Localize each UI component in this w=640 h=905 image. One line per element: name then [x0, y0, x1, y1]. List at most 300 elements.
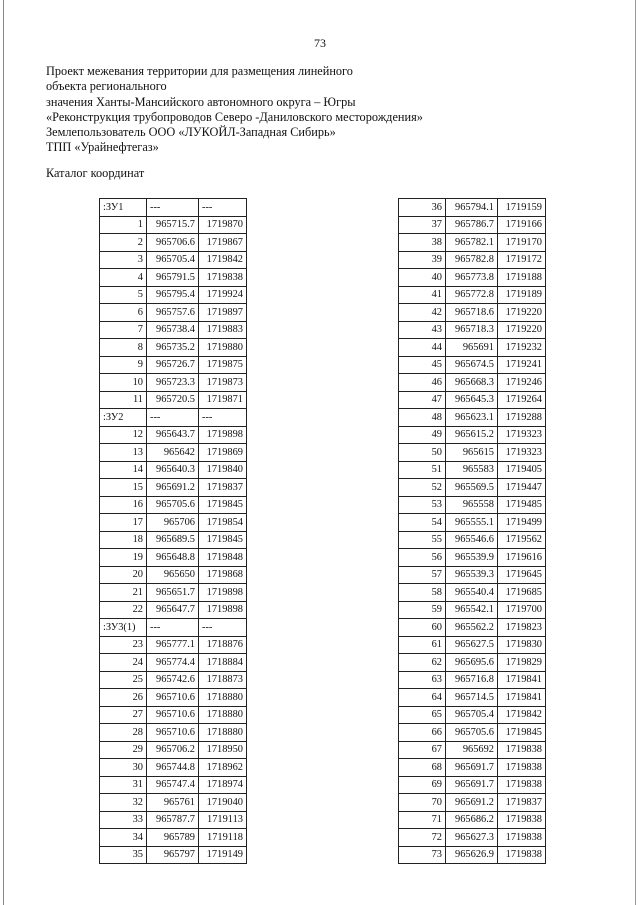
point-number-cell: 66 [399, 724, 446, 742]
x-coordinate-cell: 965691.2 [446, 794, 498, 812]
table-row [100, 216, 247, 234]
x-coordinate-cell: 965689.5 [147, 531, 199, 549]
point-number-cell: 11 [100, 391, 147, 409]
y-coordinate-cell: 1719841 [498, 689, 546, 707]
y-coordinate-cell: 1719159 [498, 199, 546, 217]
table-row [399, 829, 546, 847]
x-coordinate-cell: 965695.6 [446, 654, 498, 672]
x-coordinate-cell: 965706.6 [147, 234, 199, 252]
point-number-cell: 12 [100, 426, 147, 444]
y-coordinate-cell: 1719246 [498, 374, 546, 392]
x-coordinate-cell: 965710.6 [147, 706, 199, 724]
point-number-cell: 44 [399, 339, 446, 357]
table-row [399, 619, 546, 637]
point-number-cell: 47 [399, 391, 446, 409]
point-number-cell: 35 [100, 846, 147, 864]
point-number-cell: 49 [399, 426, 446, 444]
x-coordinate-cell: 965718.3 [446, 321, 498, 339]
point-number-cell: 55 [399, 531, 446, 549]
point-number-cell: 18 [100, 531, 147, 549]
y-coordinate-cell: 1719840 [199, 461, 247, 479]
x-coordinate-cell: 965705.4 [147, 251, 199, 269]
table-row [100, 846, 247, 864]
group-label-cell: :ЗУ3(1) [100, 619, 147, 637]
point-number-cell: 4 [100, 269, 147, 287]
table-row [100, 811, 247, 829]
x-coordinate-cell: 965692 [446, 741, 498, 759]
point-number-cell: 51 [399, 461, 446, 479]
table-row [399, 286, 546, 304]
y-coordinate-cell: 1718876 [199, 636, 247, 654]
point-number-cell: 30 [100, 759, 147, 777]
y-coordinate-cell: 1719875 [199, 356, 247, 374]
x-coordinate-cell: 965747.4 [147, 776, 199, 794]
point-number-cell: 58 [399, 584, 446, 602]
y-coordinate-cell: 1718962 [199, 759, 247, 777]
point-number-cell: 56 [399, 549, 446, 567]
x-coordinate-cell: 965623.1 [446, 409, 498, 427]
y-coordinate-cell: 1719241 [498, 356, 546, 374]
y-coordinate-cell: 1719842 [498, 706, 546, 724]
y-coordinate-cell: 1719829 [498, 654, 546, 672]
point-number-cell: 23 [100, 636, 147, 654]
y-coordinate-cell: 1719838 [498, 741, 546, 759]
y-coordinate-cell: 1718880 [199, 706, 247, 724]
table-row [100, 374, 247, 392]
table-row [100, 304, 247, 322]
x-coordinate-cell: 965674.5 [446, 356, 498, 374]
point-number-cell: 2 [100, 234, 147, 252]
point-number-cell: 27 [100, 706, 147, 724]
y-coordinate-cell: 1719188 [498, 269, 546, 287]
table-row [399, 549, 546, 567]
table-row [399, 496, 546, 514]
point-number-cell: 50 [399, 444, 446, 462]
point-number-cell: 65 [399, 706, 446, 724]
x-coordinate-cell: 965691 [446, 339, 498, 357]
y-coordinate-cell: 1719848 [199, 549, 247, 567]
table-row [399, 199, 546, 217]
y-coordinate-cell: 1719837 [498, 794, 546, 812]
y-coordinate-cell: --- [199, 619, 247, 637]
point-number-cell: 28 [100, 724, 147, 742]
y-coordinate-cell: 1719838 [199, 269, 247, 287]
table-row [399, 234, 546, 252]
table-row [100, 339, 247, 357]
table-row [100, 689, 247, 707]
y-coordinate-cell: 1718974 [199, 776, 247, 794]
table-row [399, 671, 546, 689]
y-coordinate-cell: 1719830 [498, 636, 546, 654]
x-coordinate-cell: 965791.5 [147, 269, 199, 287]
header-line: Землепользователь ООО «ЛУКОЙЛ-Западная Сибирь» [46, 125, 336, 140]
x-coordinate-cell: 965558 [446, 496, 498, 514]
point-number-cell: 34 [100, 829, 147, 847]
x-coordinate-cell: 965546.6 [446, 531, 498, 549]
point-number-cell: 37 [399, 216, 446, 234]
table-row [399, 514, 546, 532]
y-coordinate-cell: 1719868 [199, 566, 247, 584]
point-number-cell: 41 [399, 286, 446, 304]
y-coordinate-cell: 1719823 [498, 619, 546, 637]
x-coordinate-cell: 965691.7 [446, 759, 498, 777]
point-number-cell: 71 [399, 811, 446, 829]
y-coordinate-cell: 1719149 [199, 846, 247, 864]
scan-edge-left [3, 0, 4, 905]
x-coordinate-cell: 965705.6 [446, 724, 498, 742]
point-number-cell: 70 [399, 794, 446, 812]
y-coordinate-cell: 1719040 [199, 794, 247, 812]
catalog-title: Каталог координат [46, 166, 145, 180]
y-coordinate-cell: 1719841 [498, 671, 546, 689]
x-coordinate-cell: 965714.5 [446, 689, 498, 707]
point-number-cell: 57 [399, 566, 446, 584]
x-coordinate-cell: 965723.3 [147, 374, 199, 392]
point-number-cell: 17 [100, 514, 147, 532]
table-row [399, 724, 546, 742]
table-row [399, 339, 546, 357]
point-number-cell: 60 [399, 619, 446, 637]
x-coordinate-cell: 965648.8 [147, 549, 199, 567]
table-group-row [100, 619, 247, 637]
table-row [399, 654, 546, 672]
table-row [100, 549, 247, 567]
table-row [100, 391, 247, 409]
y-coordinate-cell: 1719170 [498, 234, 546, 252]
table-row [399, 374, 546, 392]
header-line: Проект межевания территории для размещения линейного [46, 64, 353, 78]
x-coordinate-cell: 965761 [147, 794, 199, 812]
table-row [399, 776, 546, 794]
table-row [100, 759, 247, 777]
table-row [100, 251, 247, 269]
x-coordinate-cell: 965691.7 [446, 776, 498, 794]
x-coordinate-cell: 965615.2 [446, 426, 498, 444]
x-coordinate-cell: 965782.1 [446, 234, 498, 252]
point-number-cell: 63 [399, 671, 446, 689]
table-row [399, 759, 546, 777]
point-number-cell: 40 [399, 269, 446, 287]
point-number-cell: 6 [100, 304, 147, 322]
table-row [100, 566, 247, 584]
table-row [399, 689, 546, 707]
point-number-cell: 25 [100, 671, 147, 689]
table-row [399, 409, 546, 427]
header-line: ТПП «Урайнефтегаз» [46, 140, 159, 155]
y-coordinate-cell: 1719616 [498, 549, 546, 567]
x-coordinate-cell: 965626.9 [446, 846, 498, 864]
y-coordinate-cell: --- [199, 199, 247, 217]
x-coordinate-cell: 965555.1 [446, 514, 498, 532]
point-number-cell: 15 [100, 479, 147, 497]
y-coordinate-cell: 1719883 [199, 321, 247, 339]
point-number-cell: 68 [399, 759, 446, 777]
table-row [100, 654, 247, 672]
point-number-cell: 8 [100, 339, 147, 357]
scan-edge-right [635, 0, 636, 905]
x-coordinate-cell: 965643.7 [147, 426, 199, 444]
point-number-cell: 67 [399, 741, 446, 759]
table-row [399, 304, 546, 322]
x-coordinate-cell: 965742.6 [147, 671, 199, 689]
point-number-cell: 52 [399, 479, 446, 497]
x-coordinate-cell: --- [147, 199, 199, 217]
y-coordinate-cell: 1719924 [199, 286, 247, 304]
coordinates-table-right [398, 198, 546, 864]
point-number-cell: 61 [399, 636, 446, 654]
table-row [100, 496, 247, 514]
table-row [100, 776, 247, 794]
coordinates-table-left [99, 198, 247, 864]
y-coordinate-cell: 1718884 [199, 654, 247, 672]
x-coordinate-cell: 965782.8 [446, 251, 498, 269]
point-number-cell: 46 [399, 374, 446, 392]
y-coordinate-cell: 1718880 [199, 689, 247, 707]
x-coordinate-cell: 965774.4 [147, 654, 199, 672]
y-coordinate-cell: 1719838 [498, 776, 546, 794]
table-row [100, 286, 247, 304]
x-coordinate-cell: 965705.4 [446, 706, 498, 724]
x-coordinate-cell: 965650 [147, 566, 199, 584]
point-number-cell: 22 [100, 601, 147, 619]
y-coordinate-cell: 1719700 [498, 601, 546, 619]
point-number-cell: 38 [399, 234, 446, 252]
x-coordinate-cell: 965706 [147, 514, 199, 532]
header-line: «Реконструкция трубопроводов Северо -Даниловского месторождения» [46, 109, 423, 124]
coordinates-table-right-body [399, 199, 546, 864]
x-coordinate-cell: 965710.6 [147, 724, 199, 742]
point-number-cell: 24 [100, 654, 147, 672]
y-coordinate-cell: 1719232 [498, 339, 546, 357]
table-row [399, 601, 546, 619]
header-line: объекта регионального [46, 79, 167, 94]
x-coordinate-cell: 965539.9 [446, 549, 498, 567]
point-number-cell: 32 [100, 794, 147, 812]
table-row [100, 706, 247, 724]
x-coordinate-cell: 965569.5 [446, 479, 498, 497]
table-row [100, 426, 247, 444]
point-number-cell: 73 [399, 846, 446, 864]
x-coordinate-cell: 965757.6 [147, 304, 199, 322]
y-coordinate-cell: 1719323 [498, 426, 546, 444]
table-row [399, 269, 546, 287]
table-row [100, 531, 247, 549]
y-coordinate-cell: 1719898 [199, 601, 247, 619]
table-row [100, 601, 247, 619]
x-coordinate-cell: 965794.1 [446, 199, 498, 217]
y-coordinate-cell: 1719172 [498, 251, 546, 269]
point-number-cell: 33 [100, 811, 147, 829]
table-row [399, 566, 546, 584]
x-coordinate-cell: 965726.7 [147, 356, 199, 374]
x-coordinate-cell: 965706.2 [147, 741, 199, 759]
point-number-cell: 45 [399, 356, 446, 374]
table-row [100, 269, 247, 287]
point-number-cell: 1 [100, 216, 147, 234]
point-number-cell: 5 [100, 286, 147, 304]
table-row [100, 444, 247, 462]
header-line: значения Ханты-Мансийского автономного округа – Югры [46, 94, 356, 109]
point-number-cell: 42 [399, 304, 446, 322]
y-coordinate-cell: 1718950 [199, 741, 247, 759]
x-coordinate-cell: 965562.2 [446, 619, 498, 637]
table-row [399, 846, 546, 864]
x-coordinate-cell: 965710.6 [147, 689, 199, 707]
point-number-cell: 69 [399, 776, 446, 794]
y-coordinate-cell: 1719113 [199, 811, 247, 829]
x-coordinate-cell: 965718.6 [446, 304, 498, 322]
group-label-cell: :ЗУ1 [100, 199, 147, 217]
table-row [399, 794, 546, 812]
x-coordinate-cell: --- [147, 409, 199, 427]
y-coordinate-cell: 1719842 [199, 251, 247, 269]
x-coordinate-cell: 965540.4 [446, 584, 498, 602]
table-row [100, 479, 247, 497]
point-number-cell: 31 [100, 776, 147, 794]
table-row [399, 636, 546, 654]
table-row [399, 461, 546, 479]
x-coordinate-cell: 965583 [446, 461, 498, 479]
y-coordinate-cell: 1719869 [199, 444, 247, 462]
y-coordinate-cell: 1719838 [498, 811, 546, 829]
x-coordinate-cell: --- [147, 619, 199, 637]
x-coordinate-cell: 965627.3 [446, 829, 498, 847]
table-row [399, 531, 546, 549]
point-number-cell: 72 [399, 829, 446, 847]
coordinates-table-left-body [100, 199, 247, 864]
y-coordinate-cell: 1719867 [199, 234, 247, 252]
y-coordinate-cell: 1719499 [498, 514, 546, 532]
y-coordinate-cell: 1718880 [199, 724, 247, 742]
y-coordinate-cell: 1719838 [498, 759, 546, 777]
table-row [399, 391, 546, 409]
table-row [399, 706, 546, 724]
y-coordinate-cell: 1719562 [498, 531, 546, 549]
point-number-cell: 21 [100, 584, 147, 602]
point-number-cell: 54 [399, 514, 446, 532]
y-coordinate-cell: 1719220 [498, 321, 546, 339]
y-coordinate-cell: 1719405 [498, 461, 546, 479]
y-coordinate-cell: 1719323 [498, 444, 546, 462]
x-coordinate-cell: 965738.4 [147, 321, 199, 339]
point-number-cell: 29 [100, 741, 147, 759]
y-coordinate-cell: 1719447 [498, 479, 546, 497]
x-coordinate-cell: 965542.1 [446, 601, 498, 619]
y-coordinate-cell: 1719845 [199, 531, 247, 549]
x-coordinate-cell: 965735.2 [147, 339, 199, 357]
point-number-cell: 7 [100, 321, 147, 339]
table-row [100, 584, 247, 602]
x-coordinate-cell: 965645.3 [446, 391, 498, 409]
y-coordinate-cell: 1719880 [199, 339, 247, 357]
group-label-cell: :ЗУ2 [100, 409, 147, 427]
table-group-row [100, 409, 247, 427]
table-row [399, 741, 546, 759]
y-coordinate-cell: 1719166 [498, 216, 546, 234]
table-row [399, 811, 546, 829]
document-header [46, 64, 423, 156]
table-row [399, 444, 546, 462]
y-coordinate-cell: 1719118 [199, 829, 247, 847]
x-coordinate-cell: 965716.8 [446, 671, 498, 689]
table-row [100, 234, 247, 252]
y-coordinate-cell: 1719845 [199, 496, 247, 514]
point-number-cell: 48 [399, 409, 446, 427]
y-coordinate-cell: 1719288 [498, 409, 546, 427]
x-coordinate-cell: 965795.4 [147, 286, 199, 304]
x-coordinate-cell: 965642 [147, 444, 199, 462]
x-coordinate-cell: 965686.2 [446, 811, 498, 829]
table-row [100, 514, 247, 532]
y-coordinate-cell: 1719845 [498, 724, 546, 742]
x-coordinate-cell: 965715.7 [147, 216, 199, 234]
y-coordinate-cell: 1719485 [498, 496, 546, 514]
table-row [100, 671, 247, 689]
point-number-cell: 13 [100, 444, 147, 462]
y-coordinate-cell: 1718873 [199, 671, 247, 689]
point-number-cell: 43 [399, 321, 446, 339]
x-coordinate-cell: 965640.3 [147, 461, 199, 479]
y-coordinate-cell: 1719898 [199, 426, 247, 444]
y-coordinate-cell: 1719873 [199, 374, 247, 392]
point-number-cell: 53 [399, 496, 446, 514]
y-coordinate-cell: --- [199, 409, 247, 427]
x-coordinate-cell: 965773.8 [446, 269, 498, 287]
table-row [399, 216, 546, 234]
point-number-cell: 64 [399, 689, 446, 707]
x-coordinate-cell: 965786.7 [446, 216, 498, 234]
x-coordinate-cell: 965744.8 [147, 759, 199, 777]
table-row [100, 636, 247, 654]
y-coordinate-cell: 1719220 [498, 304, 546, 322]
x-coordinate-cell: 965705.6 [147, 496, 199, 514]
table-row [100, 724, 247, 742]
y-coordinate-cell: 1719870 [199, 216, 247, 234]
y-coordinate-cell: 1719898 [199, 584, 247, 602]
x-coordinate-cell: 965777.1 [147, 636, 199, 654]
page-number: 73 [314, 36, 326, 50]
point-number-cell: 10 [100, 374, 147, 392]
x-coordinate-cell: 965627.5 [446, 636, 498, 654]
table-row [399, 426, 546, 444]
point-number-cell: 3 [100, 251, 147, 269]
x-coordinate-cell: 965615 [446, 444, 498, 462]
table-row [399, 584, 546, 602]
x-coordinate-cell: 965539.3 [446, 566, 498, 584]
x-coordinate-cell: 965668.3 [446, 374, 498, 392]
table-row [100, 794, 247, 812]
table-row [100, 829, 247, 847]
point-number-cell: 16 [100, 496, 147, 514]
x-coordinate-cell: 965797 [147, 846, 199, 864]
point-number-cell: 36 [399, 199, 446, 217]
point-number-cell: 9 [100, 356, 147, 374]
y-coordinate-cell: 1719264 [498, 391, 546, 409]
table-row [100, 741, 247, 759]
x-coordinate-cell: 965691.2 [147, 479, 199, 497]
x-coordinate-cell: 965787.7 [147, 811, 199, 829]
table-row [399, 356, 546, 374]
x-coordinate-cell: 965789 [147, 829, 199, 847]
y-coordinate-cell: 1719189 [498, 286, 546, 304]
y-coordinate-cell: 1719897 [199, 304, 247, 322]
point-number-cell: 39 [399, 251, 446, 269]
y-coordinate-cell: 1719838 [498, 829, 546, 847]
y-coordinate-cell: 1719854 [199, 514, 247, 532]
table-row [399, 251, 546, 269]
table-row [399, 479, 546, 497]
y-coordinate-cell: 1719838 [498, 846, 546, 864]
